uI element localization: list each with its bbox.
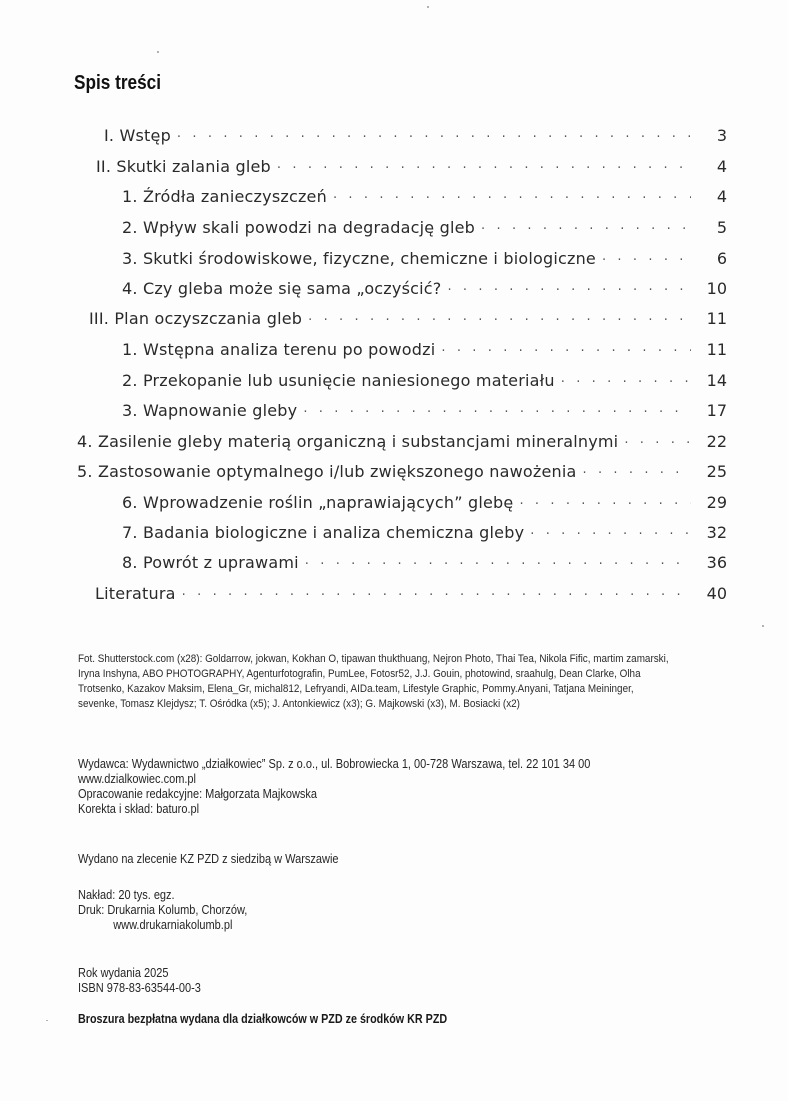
scan-speck — [762, 625, 764, 627]
toc-leader-dots — [582, 460, 691, 481]
toc-entry-page: 11 — [706, 340, 727, 359]
toc-leader-dots — [519, 491, 691, 512]
edition-block — [78, 966, 201, 996]
toc-entry-label: 5. Zastosowanie optymalnego i/lub zwiększonego nawożenia — [77, 462, 577, 481]
toc-entry-page: 36 — [706, 553, 727, 572]
toc-entry-2 — [96, 152, 727, 176]
toc-entry-8 — [122, 335, 727, 359]
toc-entry-12 — [77, 457, 727, 481]
toc-entry-3 — [122, 182, 727, 206]
toc-entry-14 — [122, 518, 727, 542]
toc-entry-6 — [122, 274, 727, 298]
editor-line: Opracowanie redakcyjne: Małgorzata Majkowska — [78, 787, 318, 801]
toc-leader-dots — [447, 277, 691, 298]
toc-entry-page: 32 — [706, 523, 727, 542]
toc-leader-dots — [308, 307, 691, 328]
toc-entry-5 — [122, 244, 727, 268]
publisher-line: Wydawca: Wydawnictwo „działkowiec” Sp. z o.o., ul. Bobrowiecka 1, 00-728 Warszawa, tel. 22 101 34 00 — [78, 757, 591, 771]
toc-entry-page: 25 — [706, 462, 727, 481]
circulation-line: Nakład: 20 tys. egz. — [78, 888, 175, 902]
toc-entry-label: III. Plan oczyszczania gleb — [89, 309, 303, 328]
free-brochure-note: Broszura bezpłatna wydana dla działkowców w PZD ze środków KR PZD — [78, 1012, 448, 1026]
toc-leader-dots — [441, 338, 691, 359]
toc-entry-label: 4. Zasilenie gleby materią organiczną i substancjami mineralnymi — [77, 432, 619, 451]
toc-leader-dots — [177, 124, 691, 145]
scan-speck — [427, 6, 429, 8]
toc-entry-page: 3 — [716, 126, 727, 145]
toc-entry-page: 14 — [706, 371, 727, 390]
toc-entry-7 — [89, 304, 727, 328]
toc-entry-page: 6 — [716, 249, 727, 268]
toc-leader-dots — [303, 399, 691, 420]
toc-leader-dots — [333, 185, 691, 206]
printer-website: www.drukarniakolumb.pl — [113, 918, 233, 932]
toc-leader-dots — [305, 551, 691, 572]
toc-leader-dots — [602, 247, 691, 268]
toc-entry-11 — [77, 427, 727, 451]
commission-line: Wydano na zlecenie KZ PZD z siedzibą w Warszawie — [78, 852, 339, 866]
toc-entry-page: 22 — [706, 432, 727, 451]
toc-leader-dots — [182, 582, 691, 603]
toc-entry-label: I. Wstęp — [104, 126, 171, 145]
toc-entry-page: 4 — [716, 157, 727, 176]
toc-entry-page: 29 — [706, 493, 727, 512]
photo-credits: Fot. Shutterstock.com (x28): Goldarrow, jokwan, Kokhan O, tipawan thukthuang, Nejron Photo, Thai Tea, Nikola Fific, martim zamarski, Iryna Inshyna, ABO PHOTOGRAPHY, Agenturfotografin, PumLee, Fotosr52, J.J. Gouin, photowind, sraahulg, Dean Clarke, Olha Trotsenko, Kazakov Maksim, Elena_Gr, michal812, Lefryandi, AIDa.team, Lifestyle Graphic, Pommy.Anyani, Tatjana Meininger, sevenke, Tomasz Klejdysz; T. Ośródka (x5); J. Antonkiewicz (x3); G. Majkowski (x3), M. Bosiacki (x2) — [78, 653, 669, 710]
toc-entry-10 — [122, 396, 727, 420]
toc-entry-page: 17 — [706, 401, 727, 420]
toc-entry-label: 1. Źródła zanieczyszczeń — [122, 187, 327, 206]
print-block — [78, 888, 247, 933]
scan-speck — [157, 51, 159, 53]
toc-entry-page: 10 — [706, 279, 727, 298]
toc-leader-dots — [561, 369, 691, 390]
toc-entry-label: 3. Wapnowanie gleby — [122, 401, 298, 420]
toc-entry-label: II. Skutki zalania gleb — [96, 157, 271, 176]
toc-entry-13 — [122, 488, 727, 512]
toc-title: Spis treści — [74, 72, 162, 94]
toc-entry-page: 5 — [716, 218, 727, 237]
toc-entry-9 — [122, 366, 727, 390]
toc-entry-label: Literatura — [95, 584, 176, 603]
toc-entry-label: 7. Badania biologiczne i analiza chemiczna gleby — [122, 523, 525, 542]
toc-leader-dots — [481, 216, 691, 237]
toc-entry-page: 4 — [716, 187, 727, 206]
printer-line: Druk: Drukarnia Kolumb, Chorzów, — [78, 903, 248, 917]
toc-entry-label: 6. Wprowadzenie roślin „naprawiających” glebę — [122, 493, 514, 512]
toc-leader-dots — [530, 521, 691, 542]
publisher-website: www.dzialkowiec.com.pl — [78, 772, 196, 786]
toc-entry-page: 40 — [706, 584, 727, 603]
toc-entry-label: 2. Wpływ skali powodzi na degradację gleb — [122, 218, 476, 237]
toc-entry-page: 11 — [706, 309, 727, 328]
toc-entry-label: 8. Powrót z uprawami — [122, 553, 299, 572]
toc-entry-4 — [122, 213, 727, 237]
toc-leader-dots — [624, 430, 691, 451]
toc-entry-label: 2. Przekopanie lub usunięcie naniesionego materiału — [122, 371, 555, 390]
publisher-block — [78, 757, 590, 817]
year-line: Rok wydania 2025 — [78, 966, 169, 980]
toc-entry-16 — [95, 579, 727, 603]
toc-entry-label: 1. Wstępna analiza terenu po powodzi — [122, 340, 436, 359]
toc-entry-label: 4. Czy gleba może się sama „oczyścić? — [122, 279, 442, 298]
toc-entry-label: 3. Skutki środowiskowe, fizyczne, chemiczne i biologiczne — [122, 249, 596, 268]
isbn-line: ISBN 978-83-63544-00-3 — [78, 981, 201, 995]
proofreading-line: Korekta i skład: baturo.pl — [78, 802, 200, 816]
scan-speck — [46, 1020, 48, 1021]
toc-entry-15 — [122, 548, 727, 572]
toc-entry-1 — [104, 121, 727, 145]
toc-leader-dots — [277, 155, 691, 176]
